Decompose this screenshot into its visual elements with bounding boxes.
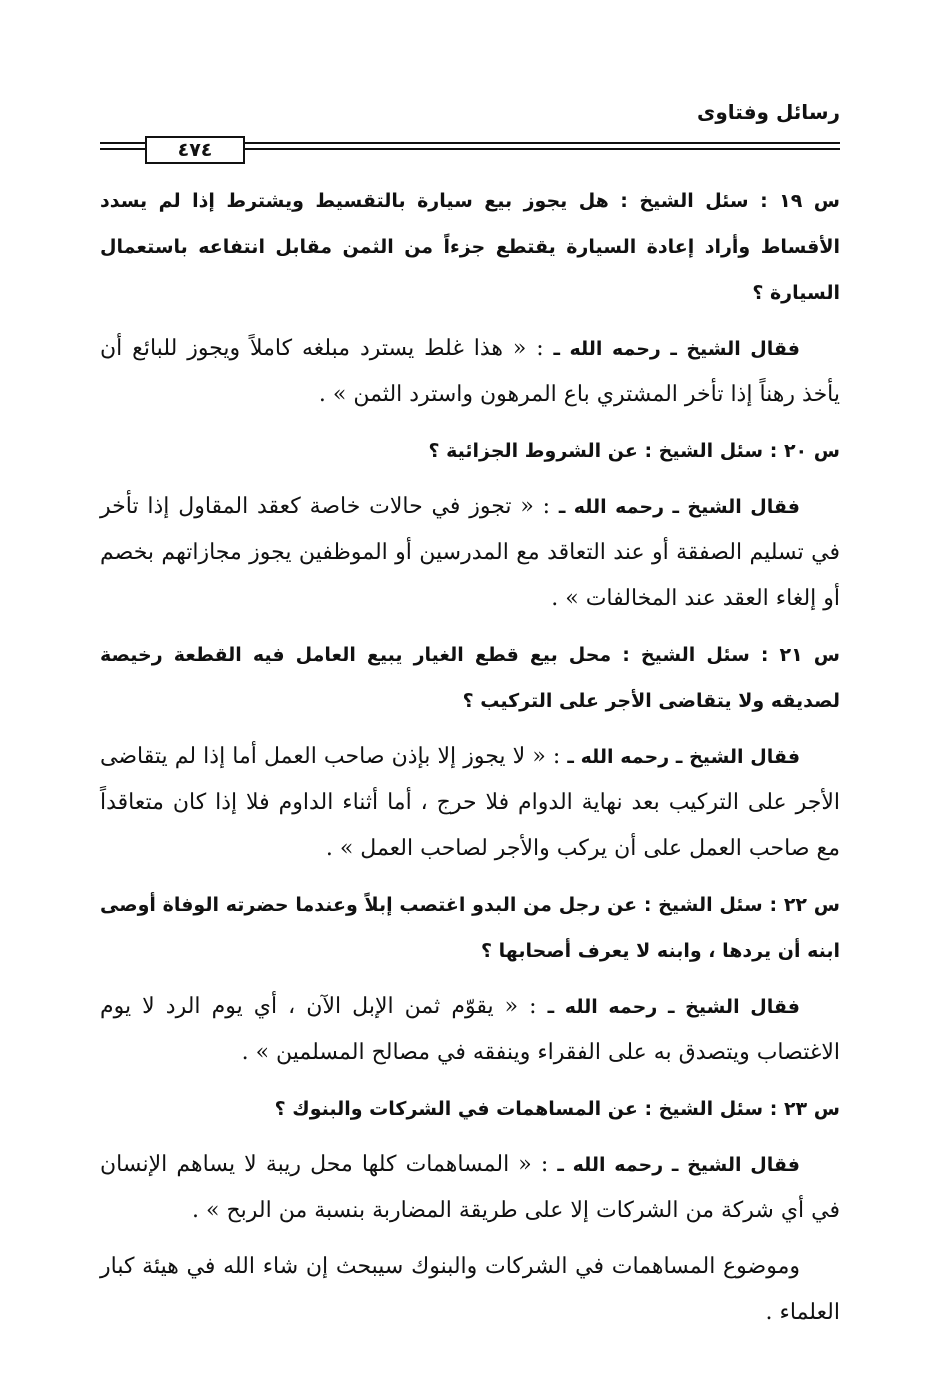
answer-text: : « تجوز في حالات خاصة كعقد المقاول إذا تأخر في تسليم الصفقة أو عند التعاقد مع المدرسين أو الموظفين يجوز مجازاتهم بخصم أو إلغاء العقد عند المخالفات » . bbox=[100, 494, 840, 611]
answer-text: : « يقوّم ثمن الإبل الآن ، أي يوم الرد لا يوم الاغتصاب ويتصدق به على الفقراء وينفقه في مصالح المسلمين » . bbox=[100, 994, 840, 1065]
question-22: س ٢٢ : سئل الشيخ : عن رجل من البدو اغتصب إبلاً وعندما حضرته الوفاة أوصى ابنه أن يردها ، وابنه لا يعرف أصحابها ؟ bbox=[100, 894, 840, 962]
page-body bbox=[100, 178, 840, 1336]
answer-text: : « هذا غلط يسترد مبلغه كاملاً ويجوز للبائع أن يأخذ رهناً إذا تأخر المشتري باع المرهون واسترد الثمن » . bbox=[100, 336, 840, 407]
closing-note: وموضوع المساهمات في الشركات والبنوك سيبحث إن شاء الله في هيئة كبار العلماء . bbox=[100, 1254, 840, 1325]
answer-lead: فقال الشيخ ـ رحمه الله ـ bbox=[557, 1154, 800, 1176]
answer-21 bbox=[100, 734, 840, 872]
answer-20 bbox=[100, 484, 840, 622]
answer-19 bbox=[100, 326, 840, 418]
question-20: س ٢٠ : سئل الشيخ : عن الشروط الجزائية ؟ bbox=[428, 440, 840, 462]
answer-23 bbox=[100, 1142, 840, 1234]
answer-lead: فقال الشيخ ـ رحمه الله ـ bbox=[567, 746, 801, 768]
page-number: ٤٧٤ bbox=[145, 136, 245, 164]
answer-lead: فقال الشيخ ـ رحمه الله ـ bbox=[547, 996, 801, 1018]
question-19: س ١٩ : سئل الشيخ : هل يجوز بيع سيارة بالتقسيط ويشترط إذا لم يسدد الأقساط وأراد إعادة السيارة يقتطع جزءاً من الثمن مقابل انتفاعه باستعمال السيارة ؟ bbox=[100, 190, 840, 304]
answer-lead: فقال الشيخ ـ رحمه الله ـ bbox=[553, 338, 800, 360]
answer-lead: فقال الشيخ ـ رحمه الله ـ bbox=[558, 496, 800, 518]
running-header-title: رسائل وفتاوى bbox=[697, 100, 840, 124]
answer-text: : « لا يجوز إلا بإذن صاحب العمل أما إذا لم يتقاضى الأجر على التركيب بعد نهاية الدوام فلا حرج ، أما أثناء الداوم فلا إذا كان متعاقداً مع صاحب العمل على أن يركب والأجر لصاحب العمل » . bbox=[100, 744, 840, 861]
question-23: س ٢٣ : سئل الشيخ : عن المساهمات في الشركات والبنوك ؟ bbox=[274, 1098, 840, 1120]
answer-text: : « المساهمات كلها محل ريبة لا يساهم الإنسان في أي شركة من الشركات إلا على طريقة المضاربة بنسبة من الربح » . bbox=[100, 1152, 840, 1223]
question-21: س ٢١ : سئل الشيخ : محل بيع قطع الغيار يبيع العامل فيه القطعة رخيصة لصديقه ولا يتقاضى الأجر على التركيب ؟ bbox=[100, 644, 840, 712]
answer-22 bbox=[100, 984, 840, 1076]
